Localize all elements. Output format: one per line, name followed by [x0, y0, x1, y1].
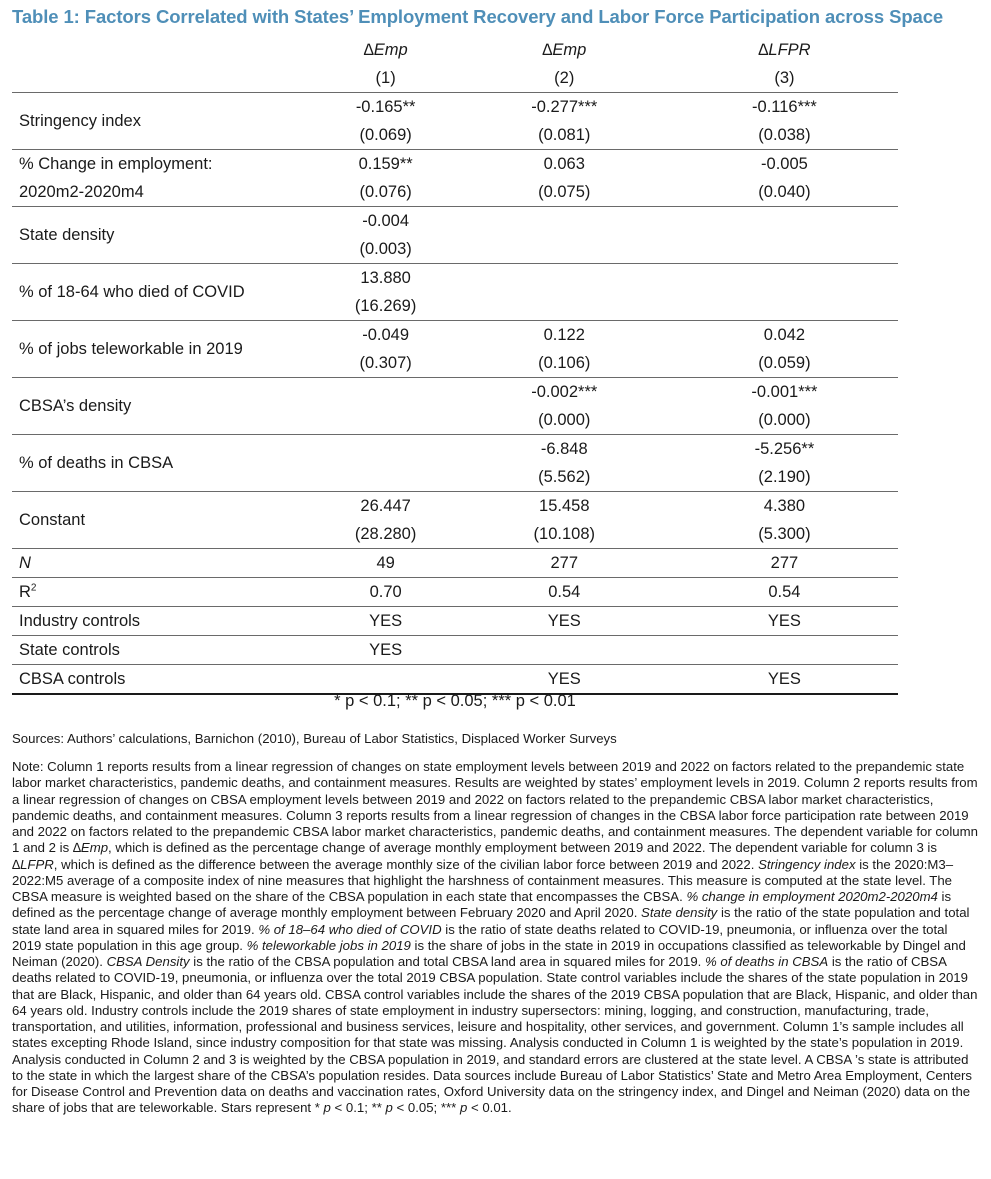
standard-error-value: (2.190) [758, 468, 811, 486]
coefficient-value: -0.049 [362, 326, 410, 344]
note-italic-term: ∆LFPR [12, 856, 54, 872]
standard-error-value: (0.069) [359, 126, 412, 144]
note-italic-term: % of 18–64 who died of COVID [258, 921, 442, 937]
column-1-cell [314, 150, 458, 207]
coefficient-row [12, 150, 898, 207]
note-text: < 0.01. [467, 1100, 512, 1116]
coefficient-row [12, 378, 898, 435]
table-title: Table 1: Factors Correlated with States’ Employment Recovery and Labor Force Participation across Space [12, 6, 944, 27]
coefficient-value: 0.042 [763, 326, 806, 344]
column-2-statistic: YES [458, 665, 671, 695]
row-label [12, 150, 314, 207]
row-label-line: CBSA’s density [19, 397, 132, 415]
column-3-number: (3) [774, 69, 795, 87]
row-label-line: % Change in employment: [19, 155, 213, 173]
column-2-statistic [458, 636, 671, 665]
standard-error-value [671, 292, 898, 320]
coefficient-row [12, 264, 898, 321]
statistic-label [12, 665, 314, 695]
standard-error-value [314, 463, 458, 491]
statistic-label-text: R [19, 583, 31, 601]
coefficient-value: -6.848 [540, 440, 588, 458]
significance-note: * p < 0.1; ** p < 0.05; *** p < 0.01 [334, 692, 576, 710]
standard-error-value: (0.003) [359, 240, 412, 258]
standard-error-value: (0.040) [758, 183, 811, 201]
note-text: < 0.1; ** [330, 1100, 386, 1116]
note-text: is the 2020:M3–2022:M5 average of a composite index of nine measures that highlight the harshness of containment measures. This measure is computed at the state level. The CBSA measure is weighted based on the share of the CBSA population in each state that encompasses the CBSA. [12, 856, 954, 904]
regression-table [12, 36, 898, 695]
column-2-cell [458, 93, 671, 150]
column-1-cell [314, 93, 458, 150]
statistic-label-text: Industry controls [19, 612, 141, 630]
statistic-label-text: State controls [19, 641, 120, 659]
standard-error-value: (16.269) [354, 297, 417, 315]
column-2-cell [458, 492, 671, 549]
standard-error-value: (0.307) [359, 354, 412, 372]
column-2-statistic: 277 [458, 549, 671, 578]
row-label [12, 93, 314, 150]
column-3-cell [671, 435, 898, 492]
column-3-statistic: YES [671, 607, 898, 636]
coefficient-value: 0.063 [543, 155, 585, 173]
column-2-cell [458, 150, 671, 207]
statistic-label [12, 607, 314, 636]
coefficient-value: 4.380 [763, 497, 806, 515]
coefficient-value [671, 264, 898, 292]
column-3-variable: ∆LFPR [758, 41, 811, 59]
column-number-row [12, 64, 898, 93]
column-1-variable: ∆Emp [363, 41, 408, 59]
column-2-number: (2) [554, 69, 575, 87]
note-text: < 0.05; *** [392, 1100, 460, 1116]
row-label [12, 378, 314, 435]
column-1-cell [314, 492, 458, 549]
column-3-statistic: YES [671, 665, 898, 695]
standard-error-value: (0.059) [758, 354, 811, 372]
coefficient-value: -0.002*** [531, 383, 598, 401]
note-text: is the ratio of the CBSA population and total CBSA land area in squared miles for 2019. [189, 954, 705, 969]
note-italic-term: p [385, 1100, 393, 1116]
sources-line: Sources: Authors’ calculations, Barnichon (2010), Bureau of Labor Statistics, Displaced Worker Surveys [12, 731, 617, 746]
row-label-line: State density [19, 226, 115, 244]
column-1-statistic: 0.70 [314, 578, 458, 607]
column-header-row [12, 36, 898, 64]
standard-error-value: (5.562) [538, 468, 591, 486]
coefficient-value [671, 207, 898, 235]
statistic-label [12, 578, 314, 607]
column-2-cell [458, 321, 671, 378]
column-3-cell [671, 492, 898, 549]
note-italic-term: p [323, 1100, 331, 1116]
note-text: , which is defined as the percentage change of average monthly employment between 2019 and 2022. The dependent variable for column 3 is [108, 840, 937, 856]
coefficient-value: 13.880 [360, 269, 411, 287]
coefficient-value [314, 378, 458, 406]
coefficient-value: 0.122 [543, 326, 585, 344]
column-1-cell [314, 264, 458, 321]
standard-error-value: (0.106) [538, 354, 591, 372]
coefficient-value: -0.004 [362, 212, 410, 230]
coefficient-row [12, 435, 898, 492]
row-label [12, 321, 314, 378]
statistic-label-text: N [19, 554, 31, 572]
column-2-cell [458, 378, 671, 435]
column-3-cell [671, 378, 898, 435]
note-text: is the ratio of CBSA deaths related to COVID-19, pneumonia, or influenza over the total 2019 CBSA population. State control variables include the shares of the state population in 2019 that are Black, Hispanic, and older than 64 years old. CBSA control variables include the shares of the 2019 CBSA population that are Black, Hispanic, and older than 64 years old. Industry controls include the 2019 shares of state employment in industry supersectors: mining, logging, and construction, manufacturing, trade, transportation, and utilities, information, professional and business services, leisure and hospitality, other services, and government. Column 1’s sample includes all states excepting Rhode Island, since industry composition for that state was missing. Analysis conducted in Column 1 is weighted by the state’s population in 2019. Analysis conducted in Column 2 and 3 is weighted by the CBSA population in 2019, and standard errors are clustered at the state level. A CBSA ’s state is attributed to the state in which the largest share of the CBSA’s population resides. Data sources include Bureau of Labor Statistics’ State and Metro Area Employment, Centers for Disease Control and Prevention data on deaths and vaccination rates, Oxford University data on the stringency index, and Dingel and Neiman (2020) data on the share of jobs that are teleworkable. Stars represent * [12, 954, 978, 1116]
note-text: Note: Column 1 reports results from a linear regression of changes on state employment levels between 2019 and 2022 on factors related to the prepandemic state labor market characteristics, pandemic deaths, and containment measures. Results are weighted by states’ employment levels in 2019. Column 2 reports results from a linear regression of changes on CBSA employment levels between 2019 and 2022 on factors related to the prepandemic CBSA labor market characteristics, pandemic deaths, and containment measures. Column 3 reports results from a linear regression of changes in the CBSA labor force participation rate between 2019 and 2022 on factors related to the prepandemic CBSA labor market characteristics, pandemic deaths, and containment measures. The dependent variable for column 1 and 2 is [12, 759, 978, 856]
coefficient-value: -0.277*** [531, 98, 598, 116]
standard-error-value: (0.081) [538, 126, 591, 144]
row-label [12, 492, 314, 549]
row-label-line: Constant [19, 511, 86, 529]
coefficient-value [458, 264, 671, 292]
note-text: , which is defined as the difference between the average monthly size of the civilian labor force between 2019 and 2022. [53, 856, 759, 872]
column-2-cell [458, 435, 671, 492]
note-italic-term: CBSA Density [106, 954, 190, 969]
coefficient-value: 15.458 [539, 497, 590, 515]
row-label [12, 264, 314, 321]
regression-table-body [12, 36, 898, 694]
row-label-line: % of deaths in CBSA [19, 454, 174, 472]
header-blank-cell [12, 64, 314, 93]
column-1-statistic: YES [314, 607, 458, 636]
note-text: is the ratio of state deaths related to COVID-19, pneumonia, or influenza over the total 2019 state population in this age group. [12, 921, 948, 953]
column-2-statistic: 0.54 [458, 578, 671, 607]
column-1-cell [314, 207, 458, 264]
coefficient-row [12, 93, 898, 150]
standard-error-value [458, 292, 671, 320]
column-2-cell [458, 264, 671, 321]
column-3-cell [671, 150, 898, 207]
standard-error-value: (0.000) [758, 411, 811, 429]
column-1-number: (1) [375, 69, 396, 87]
row-label [12, 435, 314, 492]
note-italic-term: State density [641, 905, 718, 921]
coefficient-value: -5.256** [754, 440, 815, 458]
note-italic-term: % teleworkable jobs in 2019 [246, 937, 411, 953]
coefficient-row [12, 321, 898, 378]
standard-error-value: (0.075) [538, 183, 591, 201]
column-3-statistic: 0.54 [671, 578, 898, 607]
statistic-label [12, 636, 314, 665]
note-text: is defined as the percentage change of average monthly employment between February 2020 and April 2020. [12, 889, 952, 921]
row-label [12, 207, 314, 264]
standard-error-value: (5.300) [758, 525, 811, 543]
column-3-cell [671, 321, 898, 378]
note-italic-term: % of deaths in CBSA [705, 954, 829, 969]
statistic-row [12, 549, 898, 578]
column-1-cell [314, 321, 458, 378]
note-italic-term: % change in employment 2020m2-2020m4 [686, 889, 938, 904]
column-2-variable: ∆Emp [542, 41, 587, 59]
statistic-label-superscript: 2 [30, 582, 37, 594]
standard-error-value: (10.108) [533, 525, 595, 543]
table-note [12, 759, 980, 1117]
statistic-row [12, 636, 898, 665]
standard-error-value [671, 235, 898, 263]
column-3-statistic [671, 636, 898, 665]
coefficient-row [12, 207, 898, 264]
coefficient-value: -0.165** [355, 98, 416, 116]
column-1-statistic [314, 665, 458, 695]
row-label-line: 2020m2-2020m4 [19, 183, 144, 201]
statistic-label [12, 549, 314, 578]
note-italic-term: p [459, 1100, 468, 1116]
coefficient-value: 26.447 [360, 497, 411, 515]
column-1-cell [314, 378, 458, 435]
coefficient-value [314, 435, 458, 463]
standard-error-value: (0.076) [359, 183, 412, 201]
note-text: is the ratio of the state population and total state land area in squared miles for 2019. [12, 905, 970, 937]
column-1-statistic: YES [314, 636, 458, 665]
standard-error-value [314, 406, 458, 434]
coefficient-value: -0.001*** [751, 383, 818, 401]
note-italic-term: Stringency index [758, 856, 856, 872]
statistic-label-text: CBSA controls [19, 670, 126, 688]
standard-error-value: (28.280) [354, 525, 417, 543]
standard-error-value: (0.038) [758, 126, 811, 144]
row-label-line: % of 18-64 who died of COVID [19, 283, 245, 301]
header-blank-cell [12, 36, 314, 64]
column-3-cell [671, 207, 898, 264]
column-1-cell [314, 435, 458, 492]
standard-error-value: (0.000) [538, 411, 591, 429]
column-2-cell [458, 207, 671, 264]
column-3-cell [671, 93, 898, 150]
coefficient-value [458, 207, 671, 235]
column-3-statistic: 277 [671, 549, 898, 578]
coefficient-value: -0.005 [761, 155, 808, 173]
note-text: is the share of jobs in the state in 2019 in occupations classified as teleworkable by Dingel and Neiman (2020). [12, 937, 966, 969]
statistic-row [12, 607, 898, 636]
coefficient-value: 0.159** [358, 155, 413, 173]
note-italic-term: ∆Emp [72, 840, 109, 856]
row-label-line: % of jobs teleworkable in 2019 [19, 340, 243, 358]
coefficient-row [12, 492, 898, 549]
statistic-row [12, 665, 898, 695]
row-label-line: Stringency index [19, 112, 141, 130]
statistic-row [12, 578, 898, 607]
column-2-statistic: YES [458, 607, 671, 636]
column-3-cell [671, 264, 898, 321]
standard-error-value [458, 235, 671, 263]
column-1-statistic: 49 [314, 549, 458, 578]
coefficient-value: -0.116*** [752, 98, 817, 116]
